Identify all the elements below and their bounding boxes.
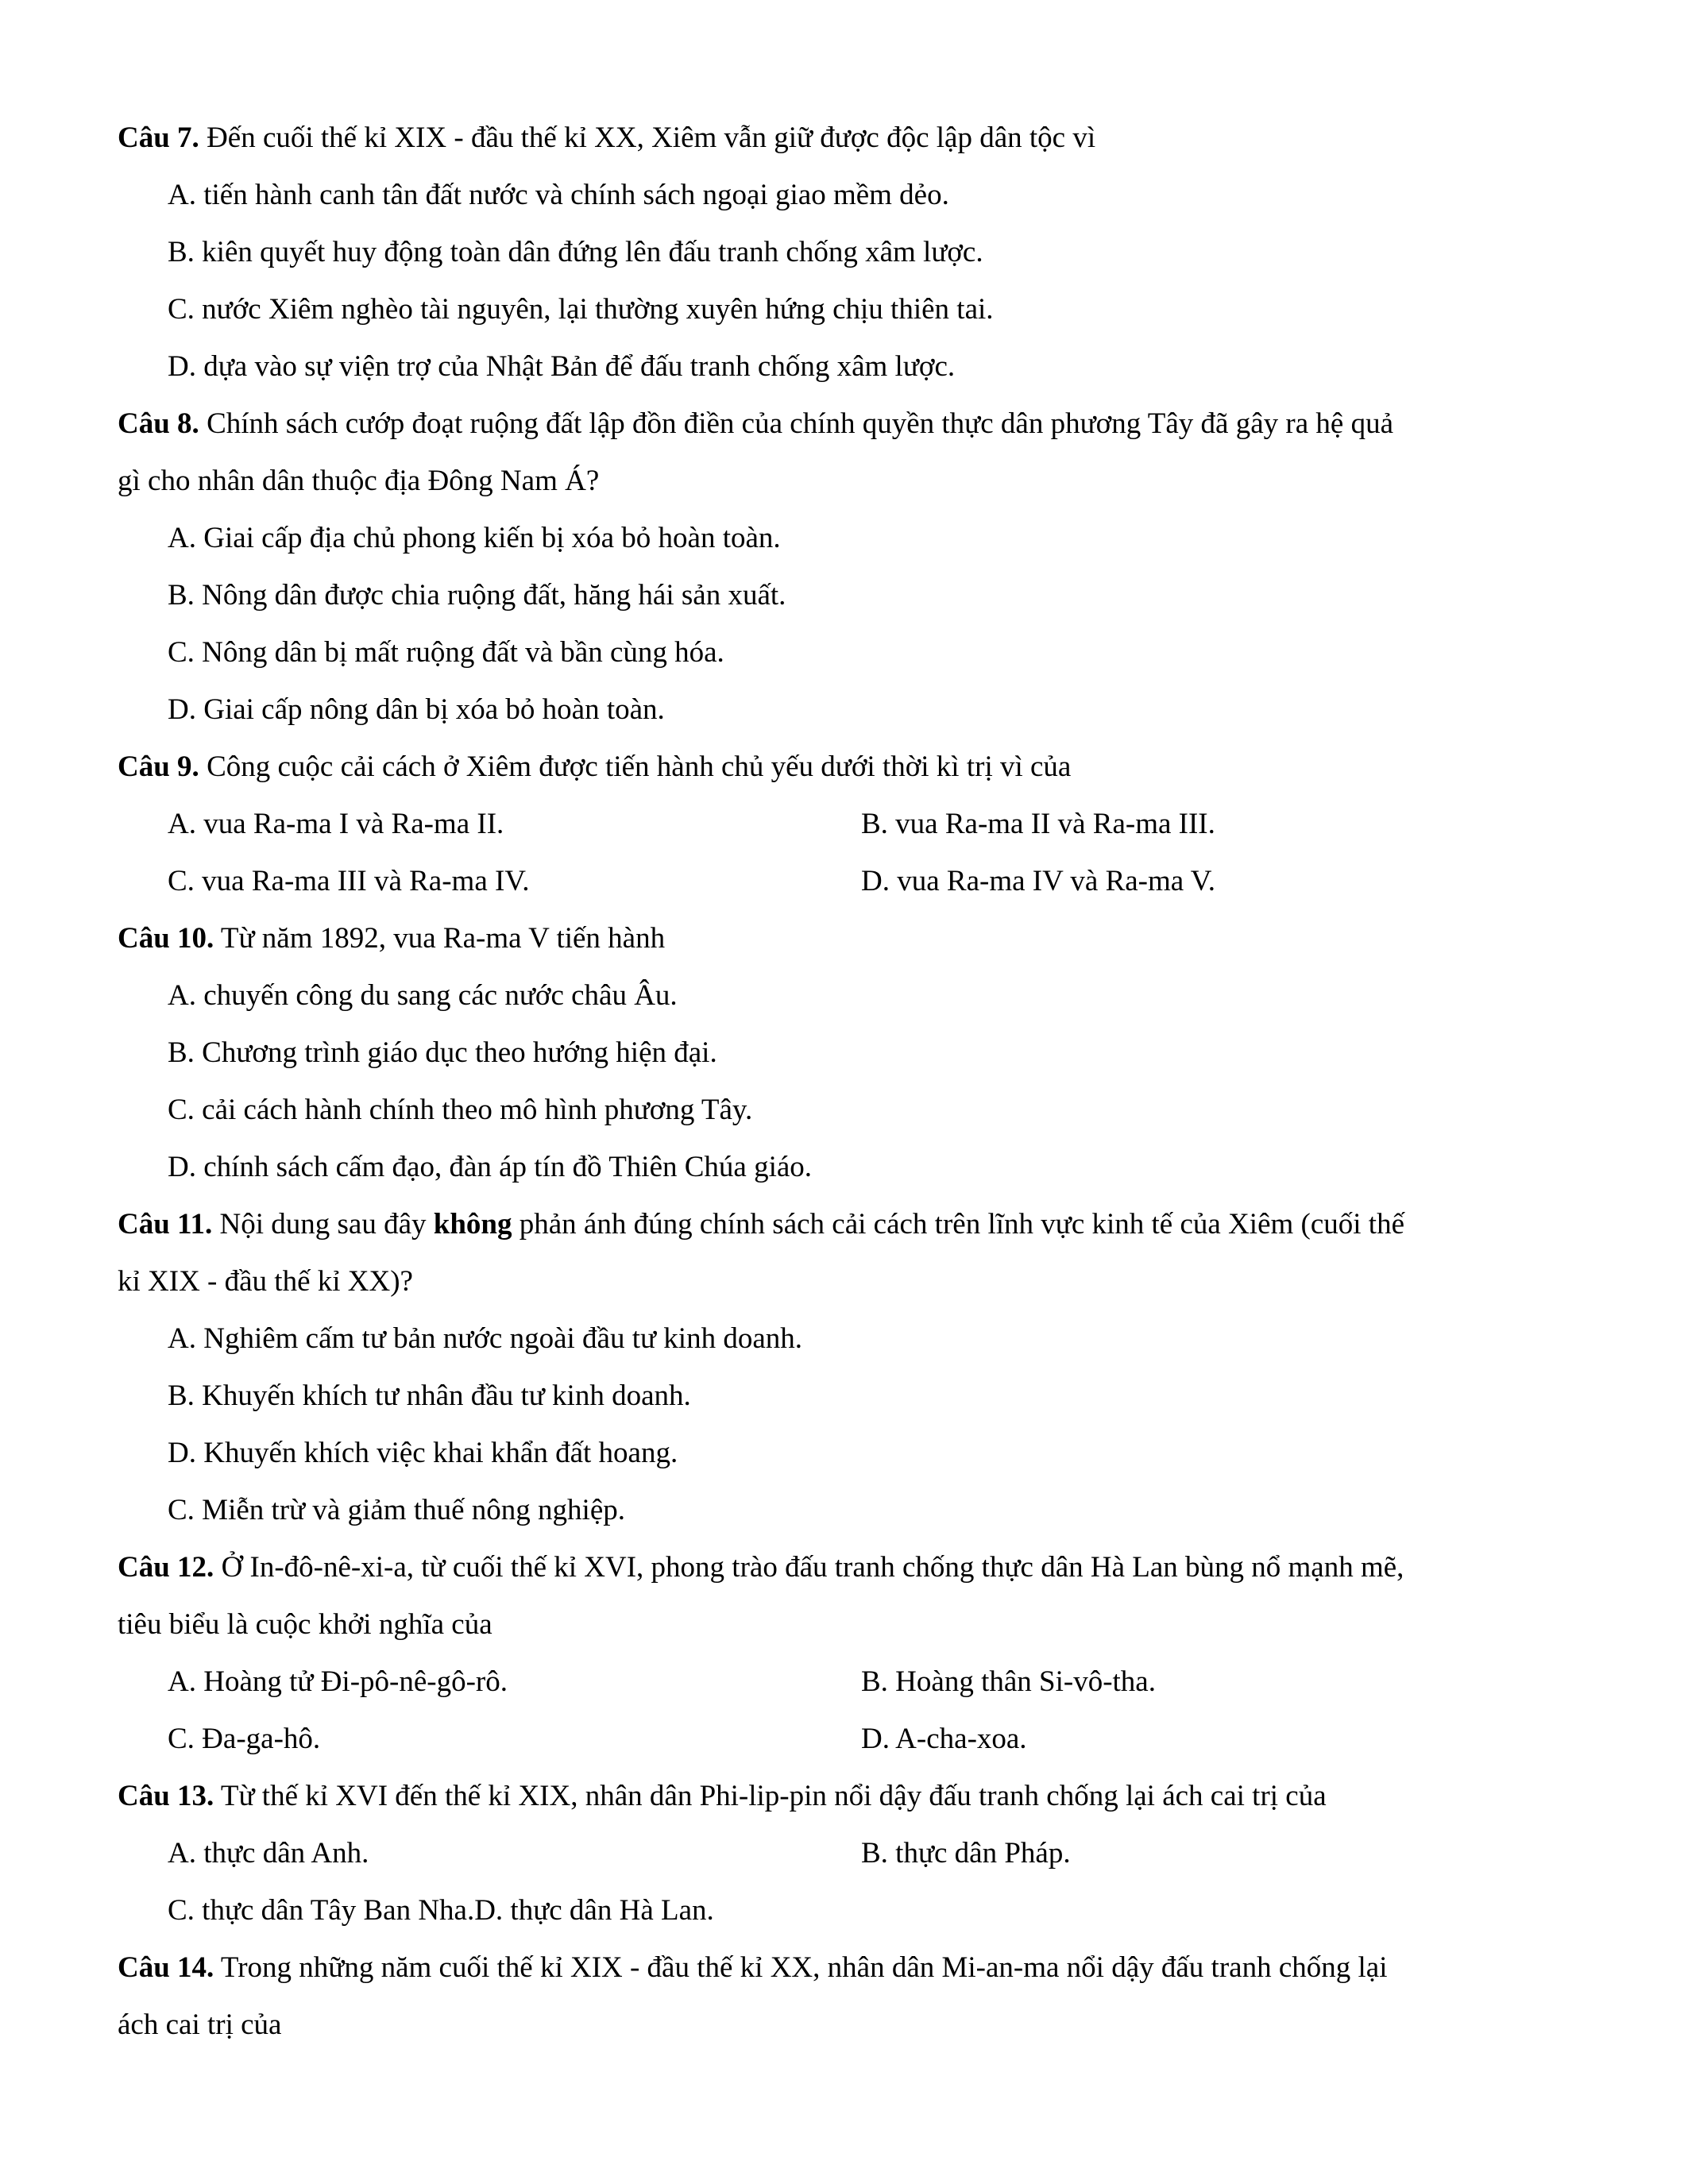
question-12-option-a: A. Hoàng tử Đi-pô-nê-gô-rô. (168, 1665, 508, 1698)
question-10-label: Câu 10. (118, 922, 214, 955)
question-13-options-c-d: C. thực dân Tây Ban Nha.D. thực dân Hà Lan. (168, 1894, 714, 1927)
question-8-stem (118, 396, 1571, 453)
question-11-option-a: A. Nghiêm cấm tư bản nước ngoài đầu tư kinh doanh. (168, 1322, 803, 1355)
question-14-stem (118, 1939, 1571, 1997)
question-13-options-row-1 (118, 1825, 1571, 1882)
question-7-option-b: B. kiên quyết huy động toàn dân đứng lên đấu tranh chống xâm lược. (168, 236, 983, 268)
question-12-option-b: B. Hoàng thân Si-vô-tha. (861, 1665, 1156, 1698)
question-14-text-line2: ách cai trị của (118, 2008, 282, 2041)
question-14-label: Câu 14. (118, 1951, 214, 1984)
question-10-option-c: C. cải cách hành chính theo mô hình phương Tây. (168, 1094, 753, 1126)
question-10-option-b: B. Chương trình giáo dục theo hướng hiện đại. (168, 1036, 717, 1069)
question-8-option-a: A. Giai cấp địa chủ phong kiến bị xóa bỏ hoàn toàn. (168, 522, 781, 554)
question-8-option-d: D. Giai cấp nông dân bị xóa bỏ hoàn toàn. (168, 693, 665, 726)
question-12-options-row-1 (118, 1653, 1571, 1711)
question-12-option-c: C. Đa-ga-hô. (168, 1723, 321, 1755)
question-12-text-line2: tiêu biểu là cuộc khởi nghĩa của (118, 1608, 492, 1641)
question-7-label: Câu 7. (118, 122, 199, 154)
question-7-text: Đến cuối thế kỉ XIX - đầu thế kỉ XX, Xiêm vẫn giữ được độc lập dân tộc vì (207, 122, 1096, 154)
question-11-option-b: B. Khuyến khích tư nhân đầu tư kinh doanh. (168, 1379, 691, 1412)
question-9-label: Câu 9. (118, 751, 199, 783)
question-9-option-d: D. vua Ra-ma IV và Ra-ma V. (861, 865, 1215, 897)
question-12-stem (118, 1539, 1571, 1596)
question-7-stem (118, 110, 1571, 167)
question-11-stem (118, 1196, 1571, 1253)
question-10-text: Từ năm 1892, vua Ra-ma V tiến hành (220, 922, 666, 955)
question-7-option-c: C. nước Xiêm nghèo tài nguyên, lại thường xuyên hứng chịu thiên tai. (168, 293, 994, 326)
question-9-text: Công cuộc cải cách ở Xiêm được tiến hành chủ yếu dưới thời kì trị vì của (207, 751, 1072, 783)
question-12-text-line1: Ở In-đô-nê-xi-a, từ cuối thế kỉ XVI, phong trào đấu tranh chống thực dân Hà Lan bùng nổ mạnh mẽ, (221, 1551, 1404, 1584)
question-8-label: Câu 8. (118, 407, 199, 440)
question-11-text-post: phản ánh đúng chính sách cải cách trên lĩnh vực kinh tế của Xiêm (cuối thế (519, 1208, 1404, 1241)
question-10-option-d: D. chính sách cấm đạo, đàn áp tín đồ Thiên Chúa giáo. (168, 1151, 813, 1183)
question-13-option-b: B. thực dân Pháp. (861, 1837, 1071, 1870)
question-8-text-line1: Chính sách cướp đoạt ruộng đất lập đồn điền của chính quyền thực dân phương Tây đã gây ra hệ quả (207, 407, 1393, 440)
question-14-text-line1: Trong những năm cuối thế kỉ XIX - đầu thế kỉ XX, nhân dân Mi-an-ma nổi dậy đấu tranh chống lại (220, 1951, 1388, 1984)
question-9-option-c: C. vua Ra-ma III và Ra-ma IV. (168, 865, 530, 897)
question-9-options-row-1 (118, 796, 1571, 853)
question-8-option-c: C. Nông dân bị mất ruộng đất và bần cùng hóa. (168, 636, 724, 669)
question-11-emphasis: không (433, 1208, 512, 1241)
question-13-stem (118, 1768, 1571, 1825)
question-12-label: Câu 12. (118, 1551, 214, 1584)
question-11-label: Câu 11. (118, 1208, 213, 1241)
question-10-option-a: A. chuyến công du sang các nước châu Âu. (168, 979, 678, 1012)
question-8-text-line2: gì cho nhân dân thuộc địa Đông Nam Á? (118, 465, 600, 497)
question-11-text-line2: kỉ XIX - đầu thế kỉ XX)? (118, 1265, 413, 1298)
question-7-option-d: D. dựa vào sự viện trợ của Nhật Bản để đấu tranh chống xâm lược. (168, 350, 956, 383)
question-9-stem (118, 739, 1571, 796)
question-11-option-c: C. Miễn trừ và giảm thuế nông nghiệp. (168, 1494, 625, 1526)
question-9-option-b: B. vua Ra-ma II và Ra-ma III. (861, 808, 1215, 840)
question-12-option-d: D. A-cha-xoa. (861, 1723, 1027, 1755)
question-13-text: Từ thế kỉ XVI đến thế kỉ XIX, nhân dân Phi-lip-pin nổi dậy đấu tranh chống lại ách cai trị của (220, 1780, 1327, 1812)
question-12-options-row-2 (118, 1711, 1571, 1768)
question-13-option-a: A. thực dân Anh. (168, 1837, 369, 1870)
question-8-option-b: B. Nông dân được chia ruộng đất, hăng hái sản xuất. (168, 579, 786, 612)
question-list (118, 110, 1571, 2054)
question-10-stem (118, 910, 1571, 967)
question-9-options-row-2 (118, 853, 1571, 910)
question-11-text-pre: Nội dung sau đây (219, 1208, 427, 1241)
question-13-label: Câu 13. (118, 1780, 214, 1812)
question-9-option-a: A. vua Ra-ma I và Ra-ma II. (168, 808, 504, 840)
question-7-option-a: A. tiến hành canh tân đất nước và chính sách ngoại giao mềm dẻo. (168, 179, 949, 211)
question-11-option-d: D. Khuyến khích việc khai khẩn đất hoang. (168, 1437, 678, 1469)
